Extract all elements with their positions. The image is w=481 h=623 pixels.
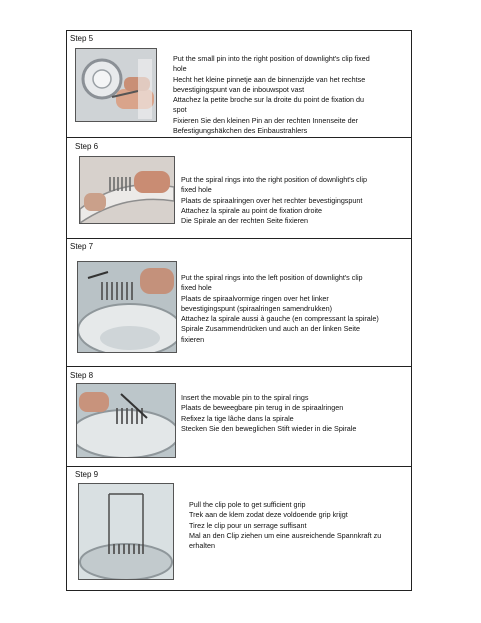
- text-line: bevestigingspunt van de inbouwspot vast: [173, 84, 305, 94]
- step-9: [67, 467, 411, 590]
- step-7-text: [181, 273, 379, 345]
- step-label: Step 9: [75, 470, 99, 479]
- step-label: Step 7: [70, 242, 94, 251]
- step-7-photo: [77, 261, 177, 353]
- text-line: Refixez la tige lâche dans la spirale: [181, 413, 294, 423]
- step-5-text: [173, 54, 370, 136]
- step-8-photo: [76, 383, 176, 458]
- text-line: Die Spirale an der rechten Seite fixieren: [181, 216, 309, 226]
- step-9-photo: [78, 483, 174, 580]
- step-label: Step 6: [75, 142, 99, 151]
- step-9-text: [189, 500, 381, 551]
- text-line: fixed hole: [181, 283, 212, 293]
- text-line: Plaats de beweegbare pin terug in de spiraalringen: [181, 403, 344, 413]
- text-line: Hecht het kleine pinnetje aan de binnenzijde van het rechtse: [173, 74, 366, 84]
- text-line: bevestigingspunt (spiraalringen samendrukken): [181, 303, 333, 313]
- text-line: Plaats de spiraalvormige ringen over het linker: [181, 293, 329, 303]
- step-label: Step 8: [70, 371, 94, 380]
- text-line: hole: [173, 64, 187, 74]
- step-8-text: [181, 393, 356, 434]
- text-line: Attachez la spirale aussi à gauche (en compressant la spirale): [181, 314, 379, 324]
- text-line: fixieren: [181, 334, 205, 344]
- text-line: Stecken Sie den beweglichen Stift wieder in die Spirale: [181, 423, 357, 433]
- text-line: Insert the movable pin to the spiral rings: [181, 393, 309, 402]
- text-line: Tirez le clip pour un serrage suffisant: [189, 520, 307, 530]
- text-line: fixed hole: [181, 185, 212, 195]
- step-5: [67, 31, 411, 138]
- step-8: [67, 367, 411, 467]
- text-line: Put the spiral rings into the right position of downlight's clip: [181, 175, 367, 184]
- text-line: Put the small pin into the right position of downlight's clip fixed: [173, 54, 370, 63]
- text-line: Attachez la petite broche sur la droite du point de fixation du: [173, 95, 364, 105]
- step-6-text: [181, 175, 367, 226]
- text-line: Fixieren Sie den kleinen Pin an der rechten Innenseite der: [173, 115, 358, 125]
- text-line: spot: [173, 105, 187, 115]
- text-line: Spirale Zusammendrücken und auch an der linken Seite: [181, 324, 360, 334]
- step-5-photo: [75, 48, 157, 122]
- step-7: [67, 239, 411, 367]
- text-line: Pull the clip pole to get sufficient grip: [189, 500, 306, 509]
- text-line: Put the spiral rings into the left position of downlight's clip: [181, 273, 363, 282]
- step-6-photo: [79, 156, 175, 224]
- text-line: Befestigungshäkchen des Einbaustrahlers: [173, 126, 308, 136]
- instruction-sheet: [66, 30, 412, 591]
- step-label: Step 5: [70, 34, 94, 43]
- text-line: Plaats de spiraalringen over het rechter bevestigingspunt: [181, 195, 363, 205]
- text-line: Trek aan de klem zodat deze voldoende grip krijgt: [189, 510, 348, 520]
- text-line: Attachez la spirale au point de fixation droite: [181, 205, 323, 215]
- text-line: erhalten: [189, 541, 215, 551]
- text-line: Mal an den Clip ziehen um eine ausreichende Spannkraft zu: [189, 530, 382, 540]
- step-6: [67, 138, 411, 239]
